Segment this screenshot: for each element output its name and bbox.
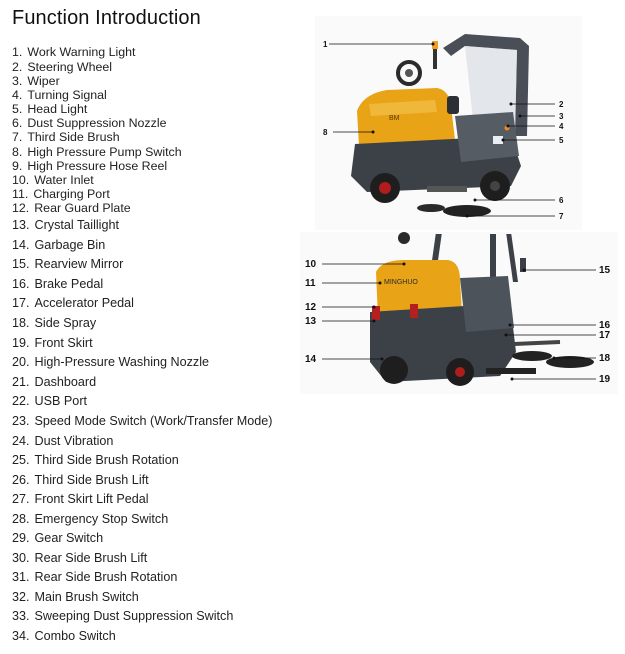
list-item	[12, 116, 166, 130]
list-item-label: Speed Mode Switch (Work/Transfer Mode)	[34, 414, 273, 428]
list-item-number: 31.	[12, 570, 30, 584]
list-item	[12, 45, 135, 59]
callout-2: 2	[559, 100, 564, 109]
list-item	[12, 512, 168, 526]
list-item-label: Work Warning Light	[27, 45, 136, 59]
list-item	[12, 102, 87, 116]
list-item-label: Third Side Brush	[27, 130, 120, 144]
list-item	[12, 218, 119, 232]
list-item-label: High Pressure Pump Switch	[27, 145, 182, 159]
list-item-number: 18.	[12, 316, 30, 330]
list-item-number: 2.	[12, 60, 23, 74]
list-item	[12, 173, 94, 187]
callout-5: 5	[559, 136, 564, 145]
list-item-number: 8.	[12, 145, 23, 159]
list-item	[12, 453, 179, 467]
list-item	[12, 316, 96, 330]
list-item-label: Charging Port	[33, 187, 110, 201]
list-item-label: High-Pressure Washing Nozzle	[34, 355, 210, 369]
callout-8: 8	[323, 128, 328, 137]
list-item-number: 16.	[12, 277, 30, 291]
list-item	[12, 130, 120, 144]
list-item	[12, 473, 149, 487]
list-item	[12, 375, 96, 389]
list-item	[12, 277, 103, 291]
list-item-label: Dust Vibration	[34, 434, 114, 448]
list-item-number: 21.	[12, 375, 30, 389]
list-item-number: 3.	[12, 74, 23, 88]
list-item	[12, 590, 139, 604]
list-item-number: 20.	[12, 355, 30, 369]
body-logo: MINGHUO	[384, 279, 418, 286]
callout-6: 6	[559, 196, 564, 205]
list-item-number: 27.	[12, 492, 30, 506]
list-item-number: 25.	[12, 453, 30, 467]
list-item-number: 24.	[12, 434, 30, 448]
list-item-label: Dust Suppression Nozzle	[27, 116, 167, 130]
list-item	[12, 187, 110, 201]
list-item	[12, 570, 177, 584]
list-item-number: 26.	[12, 473, 30, 487]
list-item-label: Turning Signal	[27, 88, 107, 102]
sweeper-photo-top	[315, 16, 582, 230]
list-item-number: 12.	[12, 201, 30, 215]
list-item	[12, 257, 123, 271]
list-item-label: Gear Switch	[34, 531, 104, 545]
list-item-label: USB Port	[34, 394, 88, 408]
list-item-number: 17.	[12, 296, 30, 310]
list-item-label: Main Brush Switch	[34, 590, 139, 604]
list-item-label: Combo Switch	[34, 629, 116, 643]
list-item-label: Front Skirt Lift Pedal	[34, 492, 149, 506]
list-item-number: 10.	[12, 173, 30, 187]
callout-10: 10	[305, 259, 317, 270]
list-item-label: Accelerator Pedal	[34, 296, 134, 310]
callout-1: 1	[323, 40, 328, 49]
list-item-number: 29.	[12, 531, 30, 545]
list-item-label: Sweeping Dust Suppression Switch	[34, 609, 234, 623]
list-item-label: Steering Wheel	[27, 60, 113, 74]
sweeper-photo-bottom	[300, 232, 618, 394]
list-item-number: 28.	[12, 512, 30, 526]
list-item-label: Dashboard	[34, 375, 97, 389]
list-item-number: 33.	[12, 609, 30, 623]
callout-17: 17	[599, 330, 611, 341]
list-item-number: 32.	[12, 590, 30, 604]
list-item-label: Water Inlet	[34, 173, 94, 187]
list-item-number: 23.	[12, 414, 30, 428]
list-item-label: Rear Side Brush Rotation	[34, 570, 178, 584]
list-item-number: 5.	[12, 102, 23, 116]
list-item-label: Third Side Brush Lift	[34, 473, 149, 487]
list-item-number: 11.	[12, 187, 29, 201]
list-item-label: Rearview Mirror	[34, 257, 124, 271]
callout-19: 19	[599, 374, 611, 385]
sweeper-illustration-top	[315, 16, 582, 230]
callout-12: 12	[305, 302, 317, 313]
callout-13: 13	[305, 316, 317, 327]
body-logo: BM	[389, 115, 400, 122]
list-item-number: 19.	[12, 336, 30, 350]
list-item-label: Garbage Bin	[34, 238, 106, 252]
list-item-label: Crystal Taillight	[34, 218, 119, 232]
callout-4: 4	[559, 122, 564, 131]
list-item-number: 1.	[12, 45, 23, 59]
list-item-number: 22.	[12, 394, 30, 408]
list-item-label: Third Side Brush Rotation	[34, 453, 179, 467]
list-item-label: Emergency Stop Switch	[34, 512, 169, 526]
list-item-label: Brake Pedal	[34, 277, 104, 291]
callout-16: 16	[599, 320, 611, 331]
list-item-label: High Pressure Hose Reel	[27, 159, 168, 173]
list-item	[12, 551, 147, 565]
list-item-label: Side Spray	[34, 316, 97, 330]
callout-18: 18	[599, 353, 611, 364]
callout-3: 3	[559, 112, 564, 121]
list-item-number: 30.	[12, 551, 30, 565]
list-item	[12, 336, 93, 350]
list-item	[12, 159, 167, 173]
list-item	[12, 531, 103, 545]
list-item	[12, 394, 87, 408]
list-item	[12, 434, 113, 448]
list-item-label: Rear Guard Plate	[34, 201, 131, 215]
list-item	[12, 414, 273, 428]
list-item-label: Front Skirt	[34, 336, 93, 350]
callout-15: 15	[599, 265, 611, 276]
callout-7: 7	[559, 212, 564, 221]
list-item	[12, 60, 112, 74]
page-title: Function Introduction	[12, 7, 201, 29]
list-item-number: 34.	[12, 629, 30, 643]
list-item-number: 4.	[12, 88, 23, 102]
list-item	[12, 88, 107, 102]
callout-14: 14	[305, 354, 317, 365]
list-item-label: Head Light	[27, 102, 88, 116]
list-item	[12, 145, 182, 159]
list-item	[12, 355, 209, 369]
list-item-number: 14.	[12, 238, 30, 252]
list-item	[12, 296, 134, 310]
list-item-number: 7.	[12, 130, 23, 144]
list-item-number: 13.	[12, 218, 30, 232]
list-item-number: 6.	[12, 116, 23, 130]
list-item-label: Wiper	[27, 74, 60, 88]
list-item-number: 15.	[12, 257, 30, 271]
list-item	[12, 609, 233, 623]
list-item	[12, 74, 60, 88]
sweeper-illustration-bottom	[300, 232, 618, 394]
list-item	[12, 238, 105, 252]
list-item	[12, 492, 149, 506]
list-item-label: Rear Side Brush Lift	[34, 551, 148, 565]
list-item	[12, 201, 131, 215]
list-item-number: 9.	[12, 159, 23, 173]
list-item	[12, 629, 116, 643]
callout-11: 11	[305, 278, 316, 289]
